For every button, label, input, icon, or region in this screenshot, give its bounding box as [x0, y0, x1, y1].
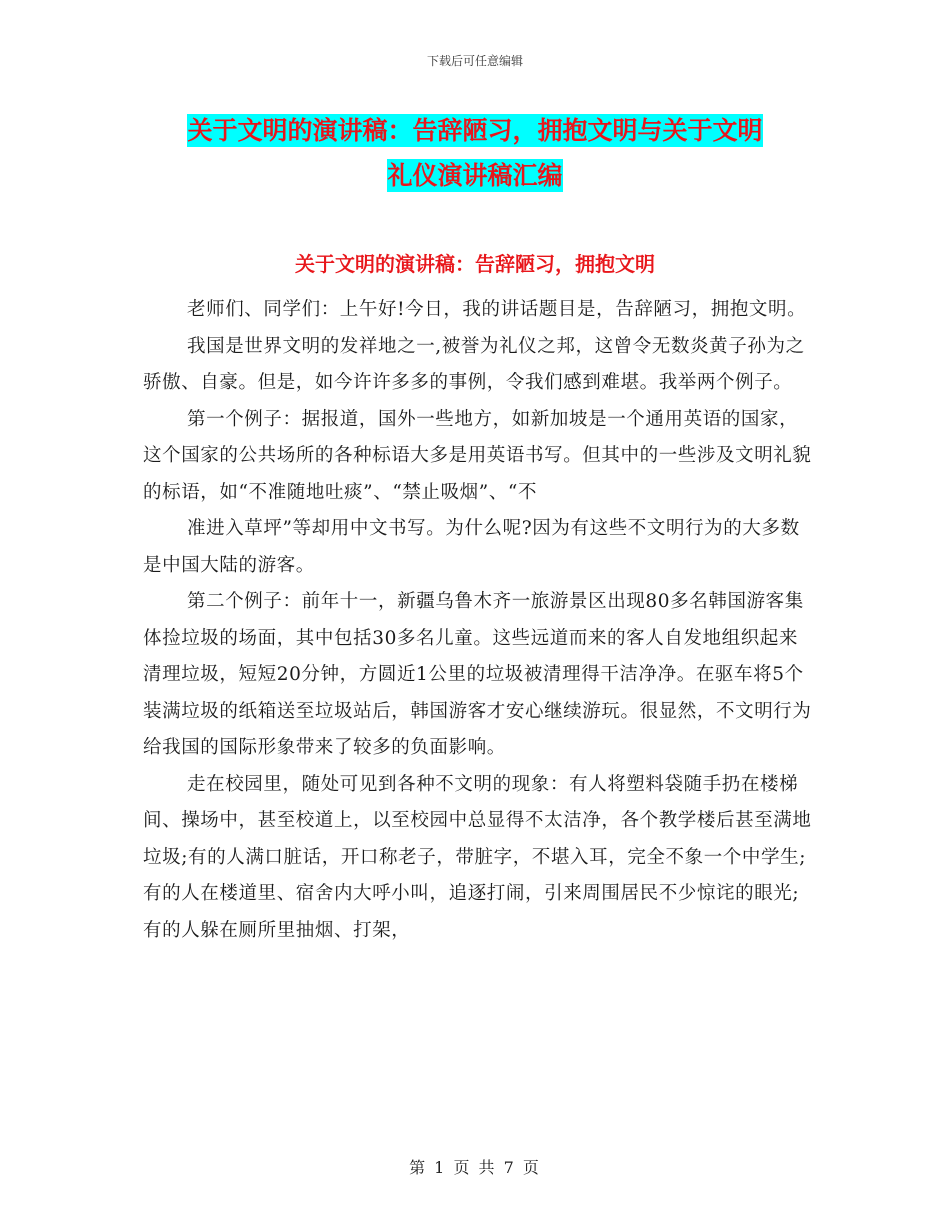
- section-title: 关于文明的演讲稿：告辞陋习，拥抱文明: [295, 252, 655, 276]
- paragraph: 第二个例子：前年十一，新疆乌鲁木齐一旅游景区出现80多名韩国游客集体捡垃圾的场面，其中包括30多名儿童。这些远道而来的客人自发地组织起来清理垃圾，短短20分钟，方圆近1公里的垃圾被清理得干洁净净。在驱车将5个装满垃圾的纸箱送至垃圾站后，韩国游客才安心继续游玩。很显然，不文明行为给我国的国际形象带来了较多的负面影响。: [143, 591, 812, 758]
- paragraph: 走在校园里，随处可见到各种不文明的现象：有人将塑料袋随手扔在楼梯间、操场中，甚至校道上，以至校园中总显得不太洁净，各个教学楼后甚至满地垃圾;有的人满口脏话，开口称老子，带脏字，不堪入耳，完全不象一个中学生;有的人在楼道里、宿舍内大呼小叫，追逐打闹，引来周围居民不少惊诧的眼光;有的人躲在厕所里抽烟、打架，: [143, 773, 812, 941]
- page-number-footer: 第 1 页 共 7 页: [409, 1158, 541, 1177]
- paragraph: 我国是世界文明的发祥地之一,被誉为礼仪之邦，这曾令无数炎黄子孙为之骄傲、自豪。但是，如今许许多多的事例，令我们感到难堪。我举两个例子。: [143, 335, 805, 393]
- paragraph: 老师们、同学们：上午好!今日，我的讲话题目是，告辞陋习，拥抱文明。: [187, 299, 807, 320]
- document-title: [0, 108, 950, 198]
- document-body: [143, 292, 813, 949]
- document-title-line-2: 礼仪演讲稿汇编: [387, 161, 563, 190]
- paragraph: 第一个例子：据报道，国外一些地方，如新加坡是一个通用英语的国家，这个国家的公共场所的各种标语大多是用英语书写。但其中的一些涉及文明礼貌的标语，如“不准随地吐痰”、“禁止吸烟”、“不: [143, 408, 812, 503]
- document-title-line-1: 关于文明的演讲稿：告辞陋习，拥抱文明与关于文明: [187, 116, 763, 145]
- page-header: 下载后可任意编辑: [426, 54, 523, 68]
- paragraph: 准进入草坪”等却用中文书写。为什么呢?因为有这些不文明行为的大多数是中国大陆的游客。: [143, 518, 800, 576]
